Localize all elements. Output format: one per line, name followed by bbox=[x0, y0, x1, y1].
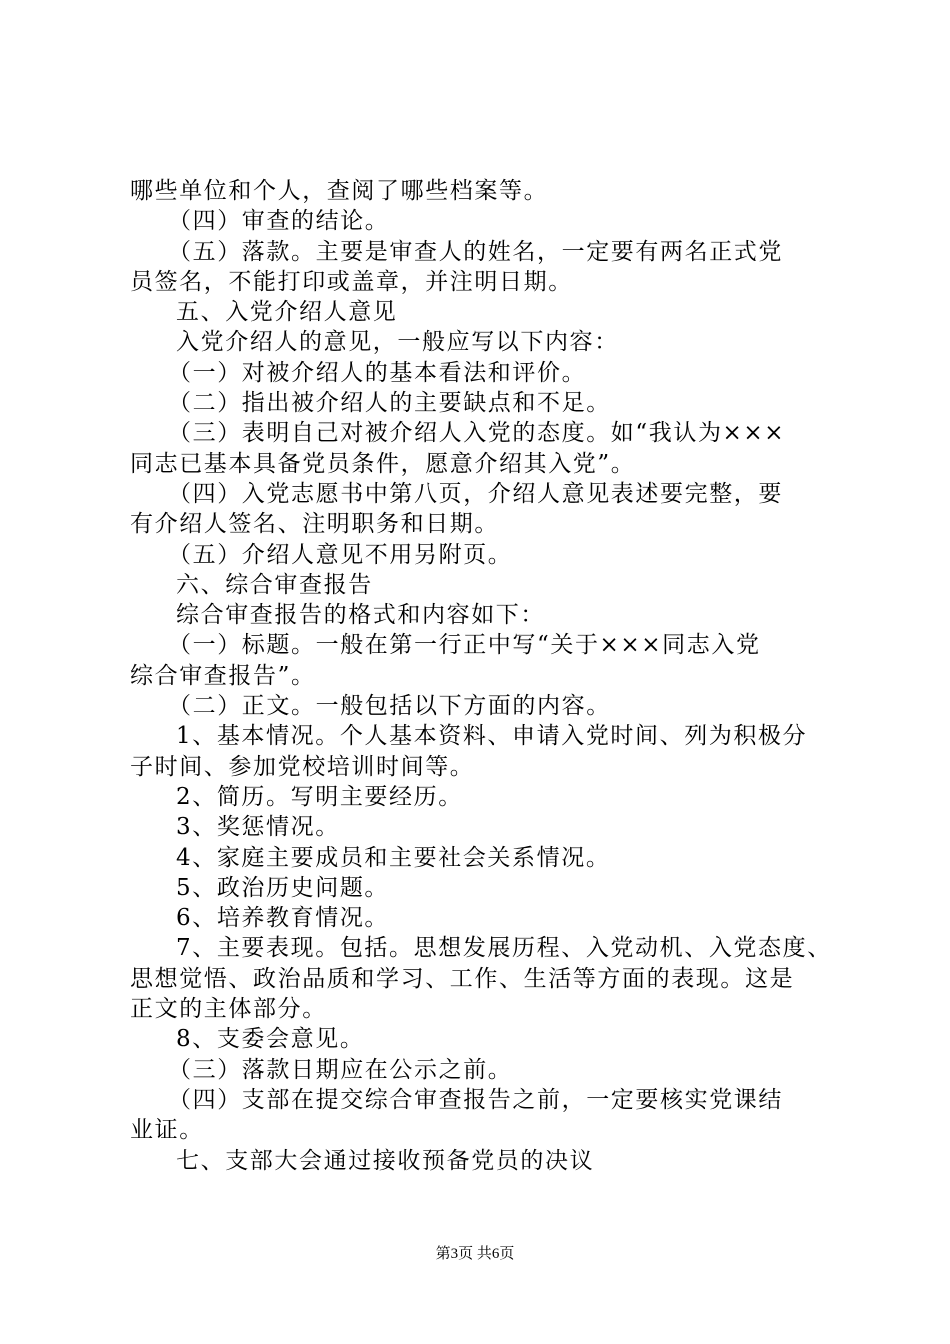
paragraph-line: 2、简历。写明主要经历。 bbox=[176, 783, 463, 810]
paragraph-line: 哪些单位和个人，查阅了哪些档案等。 bbox=[130, 178, 549, 204]
paragraph-line: （一）对被介绍人的基本看法和评价。 bbox=[168, 359, 587, 386]
paragraph-line: （四）审查的结论。 bbox=[168, 208, 390, 235]
paragraph-line: （五）落款。主要是审查人的姓名，一定要有两名正式党 bbox=[168, 238, 783, 265]
paragraph-line: （二）指出被介绍人的主要缺点和不足。 bbox=[168, 390, 611, 417]
paragraph-line: （四）支部在提交综合审查报告之前，一定要核实党课结 bbox=[168, 1086, 783, 1113]
paragraph-line: 8、支委会意见。 bbox=[176, 1026, 365, 1053]
paragraph-line: 同志已基本具备党员条件，愿意介绍其入党”。 bbox=[130, 450, 636, 477]
paragraph-line: 1、基本情况。个人基本资料、申请入党时间、列为积极分 bbox=[176, 723, 808, 750]
paragraph-line: （一）标题。一般在第一行正中写“关于×××同志入党 bbox=[168, 632, 761, 659]
paragraph-line: 入党介绍人的意见，一般应写以下内容： bbox=[176, 329, 619, 356]
paragraph-line: （五）介绍人意见不用另附页。 bbox=[168, 541, 513, 568]
paragraph-line: （三）落款日期应在公示之前。 bbox=[168, 1056, 513, 1083]
document-body bbox=[130, 176, 830, 1176]
paragraph-line: 员签名，不能打印或盖章，并注明日期。 bbox=[130, 268, 573, 295]
paragraph-line: 有介绍人签名、注明职务和日期。 bbox=[130, 511, 499, 538]
paragraph-line: 子时间、参加党校培训时间等。 bbox=[130, 753, 475, 780]
paragraph-line: 4、家庭主要成员和主要社会关系情况。 bbox=[176, 844, 611, 871]
paragraph-line: 综合审查报告”。 bbox=[130, 662, 316, 689]
paragraph-line: 7、主要表现。包括。思想发展历程、入党动机、入党态度、 bbox=[176, 935, 832, 962]
paragraph-line: 5、政治历史问题。 bbox=[176, 874, 390, 901]
paragraph-line: 3、奖惩情况。 bbox=[176, 814, 340, 841]
paragraph-line: 综合审查报告的格式和内容如下： bbox=[176, 602, 545, 629]
paragraph-line: 正文的主体部分。 bbox=[130, 996, 327, 1023]
paragraph-line: （二）正文。一般包括以下方面的内容。 bbox=[168, 693, 611, 720]
section-heading: 五、入党介绍人意见 bbox=[176, 299, 398, 326]
paragraph-line: （三）表明自己对被介绍人入党的态度。如“我认为××× bbox=[168, 420, 786, 447]
page-number-footer: 第3页 共6页 bbox=[435, 1246, 515, 1262]
section-heading: 六、综合审查报告 bbox=[176, 571, 373, 598]
paragraph-line: （四）入党志愿书中第八页，介绍人意见表述要完整，要 bbox=[168, 480, 783, 507]
paragraph-line: 思想觉悟、政治品质和学习、工作、生活等方面的表现。这是 bbox=[130, 965, 795, 992]
paragraph-line: 6、培养教育情况。 bbox=[176, 905, 390, 932]
paragraph-line: 业证。 bbox=[130, 1117, 204, 1144]
section-heading: 七、支部大会通过接收预备党员的决议 bbox=[176, 1147, 595, 1174]
